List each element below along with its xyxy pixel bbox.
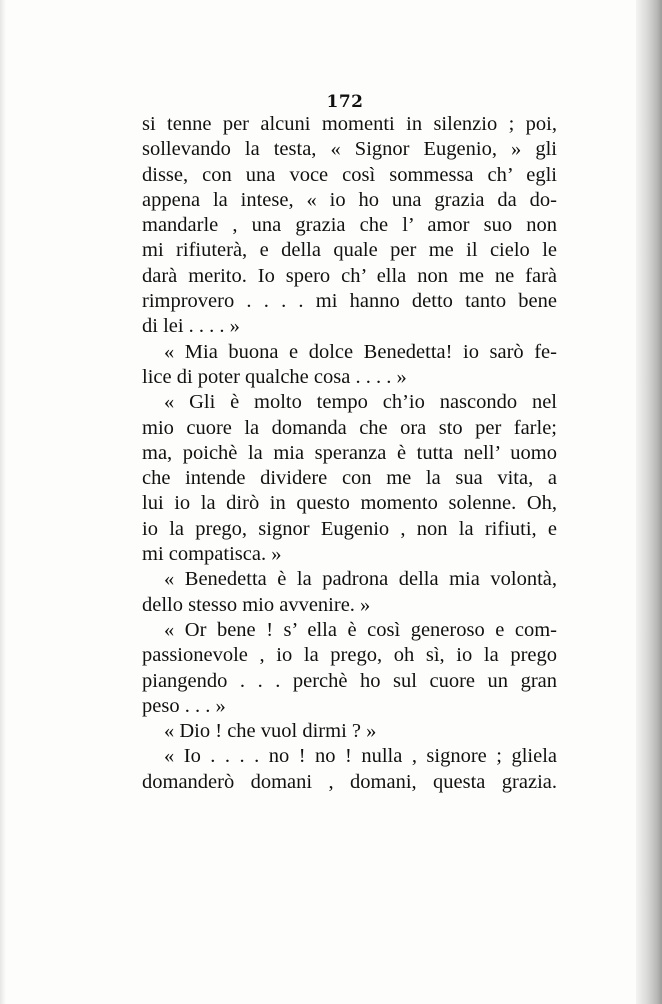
text-line: mi compatisca. » <box>142 543 282 566</box>
text-line: mi rifiuterà, e della quale per me il cielo le <box>142 239 557 262</box>
body-text <box>142 112 557 795</box>
text-line: si tenne per alcuni momenti in silenzio ; poi, <box>142 113 557 135</box>
text-line: mio cuore la domanda che ora sto per farle; <box>142 416 557 439</box>
text-line: ma, poichè la mia speranza è tutta nell’ uomo <box>142 441 557 464</box>
text-line: « Benedetta è la padrona della mia volontà, <box>164 568 557 591</box>
text-line: « Mia buona e dolce Benedetta! io sarò fe- <box>164 340 557 363</box>
text-line: « Gli è molto tempo ch’io nascondo nel <box>164 391 557 414</box>
text-line: passionevole , io la prego, oh sì, io la prego <box>142 644 557 667</box>
text-line: appena la intese, « io ho una grazia da do- <box>142 188 557 211</box>
text-line: « Io . . . . no ! no ! nulla , signore ; gliela <box>164 745 557 768</box>
text-line: rimprovero . . . . mi hanno detto tanto bene <box>142 290 557 313</box>
text-line: mandarle , una grazia che l’ amor suo non <box>142 214 557 237</box>
text-line: peso . . . » <box>142 694 226 717</box>
text-line: disse, con una voce così sommessa ch’ egli <box>142 163 557 186</box>
text-line: lui io la dirò in questo momento solenne. Oh, <box>142 492 557 515</box>
page-number: 172 <box>326 92 364 112</box>
text-line: darà merito. Io spero ch’ ella non me ne farà <box>142 264 557 287</box>
text-line: di lei . . . . » <box>142 315 240 338</box>
text-line: domanderò domani , domani, questa grazia. <box>142 770 557 793</box>
text-line: « Dio ! che vuol dirmi ? » <box>164 720 377 743</box>
text-line: dello stesso mio avvenire. » <box>142 593 371 616</box>
text-line: sollevando la testa, « Signor Eugenio, » gli <box>142 138 557 161</box>
text-line: io la prego, signor Eugenio , non la rifiuti, e <box>142 517 557 540</box>
page-right-edge-shadow <box>636 0 662 1004</box>
text-line: « Or bene ! s’ ella è così generoso e com- <box>164 618 557 641</box>
text-line: che intende dividere con me la sua vita, a <box>142 467 557 490</box>
text-line: piangendo . . . perchè ho sul cuore un gran <box>142 669 557 692</box>
text-line: lice di poter qualche cosa . . . . » <box>142 365 407 388</box>
page-left-edge <box>0 0 6 1004</box>
